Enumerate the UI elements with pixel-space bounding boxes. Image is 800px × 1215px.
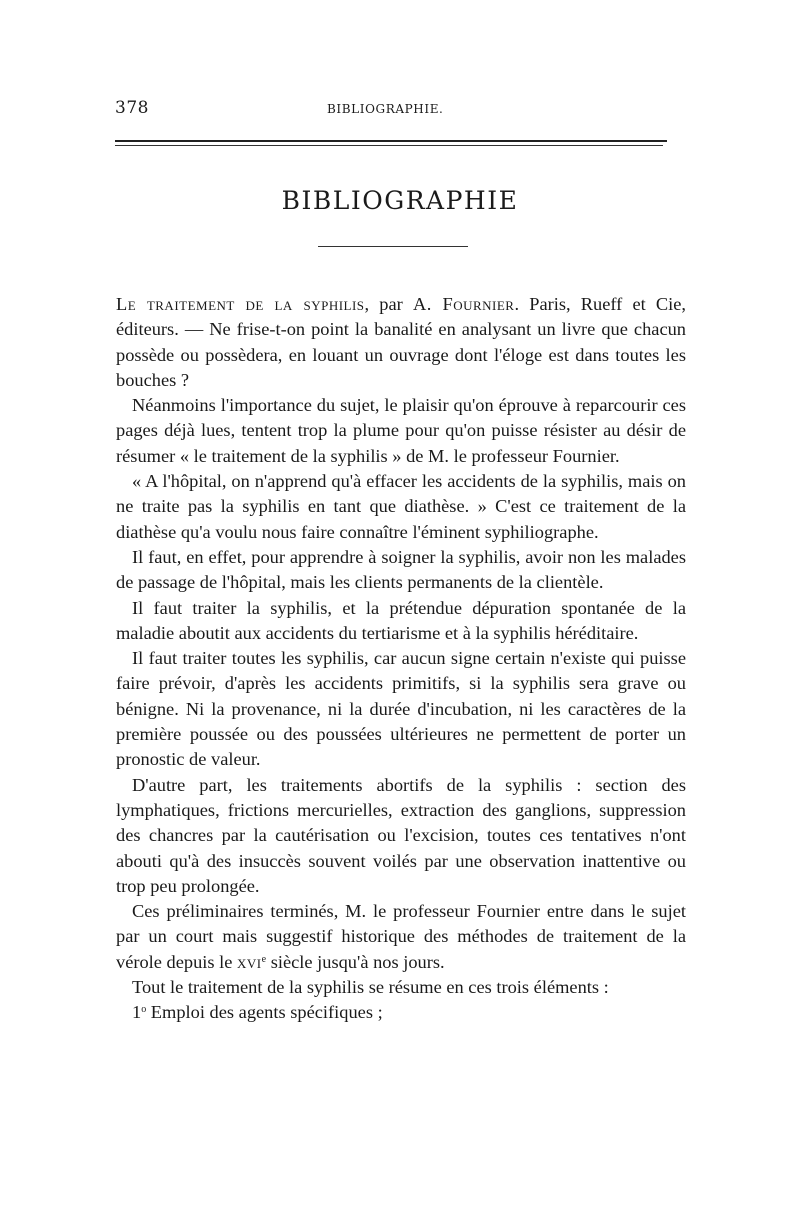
- page-number: 378: [115, 98, 149, 118]
- running-title: BIBLIOGRAPHIE.: [327, 102, 444, 116]
- article-title: BIBLIOGRAPHIE: [281, 186, 519, 215]
- century-numeral: xvi: [237, 951, 262, 972]
- closing-paragraph: Tout le traitement de la syphilis se résume en ces trois éléments :: [132, 977, 609, 998]
- intro-connector: , par: [364, 294, 413, 314]
- list-item: [116, 1000, 686, 1025]
- article-body: [116, 292, 686, 1026]
- history-text-end: siècle jusqu'à nos jours.: [266, 951, 445, 972]
- running-head: [115, 98, 670, 122]
- author-name: A. Fournier: [412, 294, 515, 314]
- paragraph: Il faut, en effet, pour apprendre à soigner la syphilis, avoir non les malades de passage de l'hôpital, mais les clients permanents de la clientèle.: [116, 546, 686, 593]
- list-number: 1: [132, 1002, 142, 1023]
- title-rule: [318, 246, 468, 247]
- book-title: Le traitement de la syphilis: [116, 294, 365, 314]
- list-text: Emploi des agents spécifiques ;: [146, 1002, 383, 1023]
- paragraph: Néanmoins l'importance du sujet, le plaisir qu'on éprouve à reparcourir ces pages déjà lues, tentent trop la plume pour qu'on puisse résister au désir de résumer « le traitement de la syphilis » de M. le professeur Fournier.: [116, 395, 686, 466]
- history-paragraph: [116, 899, 686, 975]
- paragraph: D'autre part, les traitements abortifs de la syphilis : section des lymphatiques, frictions mercurielles, extraction des ganglions, suppression des chancres par la cautérisation ou l'excision, toutes ces tentatives n'ont abouti qu'à des insuccès souvent voilés par une observation inattentive ou trop peu prolongée.: [116, 774, 686, 896]
- century-superscript: e: [261, 953, 267, 965]
- history-text: Ces préliminaires terminés, M. le professeur Fournier entre dans le sujet par un court mais suggestif historique des méthodes de traitement de la vérole depuis le: [116, 901, 686, 972]
- paragraph: « A l'hôpital, on n'apprend qu'à effacer les accidents de la syphilis, mais on ne traite pas la syphilis en tant que diathèse. » C'est ce traitement de la diathèse qu'a voulu nous faire connaître l'éminent syphiliographe.: [116, 471, 686, 542]
- intro-text: . Paris, Rueff et Cie, éditeurs. — Ne frise-t-on point la banalité en analysant un livre que chacun possède ou possèdera, en louant un ouvrage dont l'éloge est dans toutes les bouches ?: [116, 294, 687, 390]
- list-number-superscript: o: [141, 1004, 147, 1016]
- header-rule-thin: [115, 145, 663, 146]
- header-rule-thick: [115, 140, 667, 142]
- paragraph: Il faut traiter la syphilis, et la prétendue dépuration spontanée de la maladie aboutit aux accidents du tertiarisme et à la syphilis héréditaire.: [116, 597, 686, 643]
- intro-paragraph: [116, 292, 686, 393]
- paragraph: Il faut traiter toutes les syphilis, car aucun signe certain n'existe qui puisse faire prévoir, d'après les accidents primitifs, si la syphilis sera grave ou bénigne. Ni la provenance, ni la durée d'incubation, ni les caractères de la première poussée ou des poussées ultérieures ne permettent de porter un pronostic de valeur.: [116, 648, 686, 770]
